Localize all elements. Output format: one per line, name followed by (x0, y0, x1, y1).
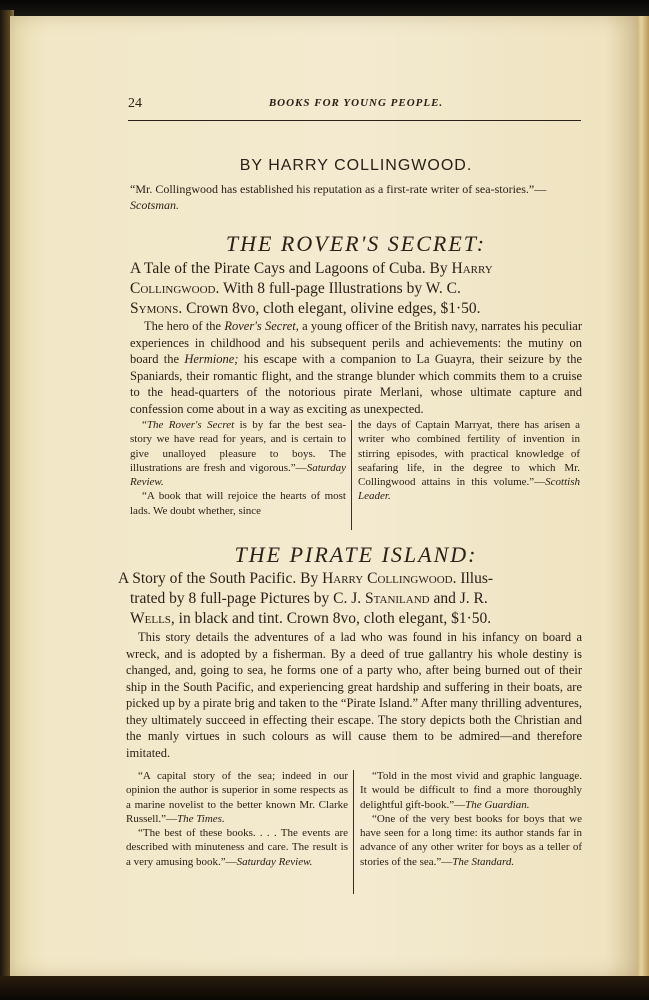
author-quote (130, 181, 582, 213)
review-quote: “The best of these books. . . . The events are described with minuteness and care. The result is a very amusing book.”—Saturday Review. (126, 827, 348, 868)
column-divider (353, 770, 354, 894)
reviews-right-rovers-secret: the days of Captain Marryat, there has arisen a writer who combined fertility of invention in stirring episodes, with practical knowledge of seafaring life, in the degree to which Mr. Collingwood attains in this volume.”—Scottish Leader. (358, 419, 580, 503)
book-top-shadow (0, 0, 649, 16)
review-quote: “A capital story of the sea; indeed in our opinion the author is superior in some respects as a marine novelist to the better known Mr. Clarke Russell.”—The Times. (126, 770, 348, 825)
page-number: 24 (128, 96, 142, 111)
running-title: BOOKS FOR YOUNG PEOPLE. (268, 97, 444, 109)
description-line: Symons. Crown 8vo, cloth elegant, olivine edges, $1·50. (130, 300, 481, 317)
description-line: A Tale of the Pirate Cays and Lagoons of Cuba. By Harry (130, 260, 493, 277)
book-description-pirate-island (118, 569, 582, 629)
book-title-rovers-secret: THE ROVER'S SECRET: (225, 231, 487, 256)
page-edges (636, 16, 649, 1000)
book-summary-pirate-island: This story details the adventures of a lad who was found in his infancy on board a wreck, and is adopted by a fisherman. By a deed of true gallantry his whole destiny is changed, and, going to sea, he forms one of a party who, after being burned out of their ship in the South Pacific, and experiencing great hardship and suffering in their boats, are picked up by a pirate brig and taken to the “Pirate Island.” After many thrilling adventures, they ultimately succeed in effecting their escape. The story depicts both the Christian and the manly virtues in such colours as will cause them to be admired—and therefore imitated. (126, 630, 582, 760)
description-line: Collingwood. With 8 full-page Illustrations by W. C. (130, 280, 461, 297)
review-quote: “A book that will rejoice the hearts of most lads. We doubt whether, since (130, 490, 346, 517)
page-content (10, 16, 637, 976)
author-quote-text: “Mr. Collingwood has established his reputation as a first-rate writer of sea-stories.”— (130, 182, 547, 196)
book-description-rovers-secret (130, 259, 582, 319)
author-quote-source: Scotsman. (130, 198, 179, 212)
description-line: trated by 8 full-page Pictures by C. J. Staniland and J. R. (130, 590, 488, 607)
reviews-left-rovers-secret (130, 418, 346, 518)
description-line: A Story of the South Pacific. By Harry Collingwood. Illus- (118, 570, 494, 587)
book-page (10, 16, 637, 976)
reviews-left-pirate-island (126, 769, 348, 869)
author-heading: BY HARRY COLLINGWOOD. (239, 157, 473, 174)
column-divider (351, 420, 352, 530)
description-line: Wells, in black and tint. Crown 8vo, cloth elegant, $1·50. (130, 610, 492, 627)
reviews-right-pirate-island (360, 769, 582, 869)
book-bottom-shadow (0, 976, 649, 1000)
review-quote: “One of the very best books for boys that we have seen for a long time: its author stands far in advance of any other writer for boys as a teller of stories of the sea.”—The Standard. (360, 812, 582, 868)
book-summary-rovers-secret: The hero of the Rover's Secret, a young officer of the British navy, narrates his peculiar experiences in childhood and his subsequent perils and achievements: the mutiny on board the Hermione; his escape with a companion to La Guayra, their seizure by the Spaniards, their romantic flight, and the strange blunder which commits them to a cruise to the head-quarters of the notorious pirate Merlani, whose ultimate capture and confession come about in a way as exciting as unexpected. (130, 319, 583, 416)
running-head (128, 96, 584, 118)
book-title-pirate-island: THE PIRATE ISLAND: (234, 542, 478, 567)
review-quote: “Told in the most vivid and graphic language. It would be difficult to find a more thoroughly delightful gift-book.”—The Guardian. (360, 770, 582, 811)
review-quote: “The Rover's Secret is by far the best sea-story we have read for years, and is certain to give unalloyed pleasure to boys. The illustrations are fresh and vigorous.”—Saturday Review. (130, 419, 346, 489)
header-rule (128, 120, 581, 121)
